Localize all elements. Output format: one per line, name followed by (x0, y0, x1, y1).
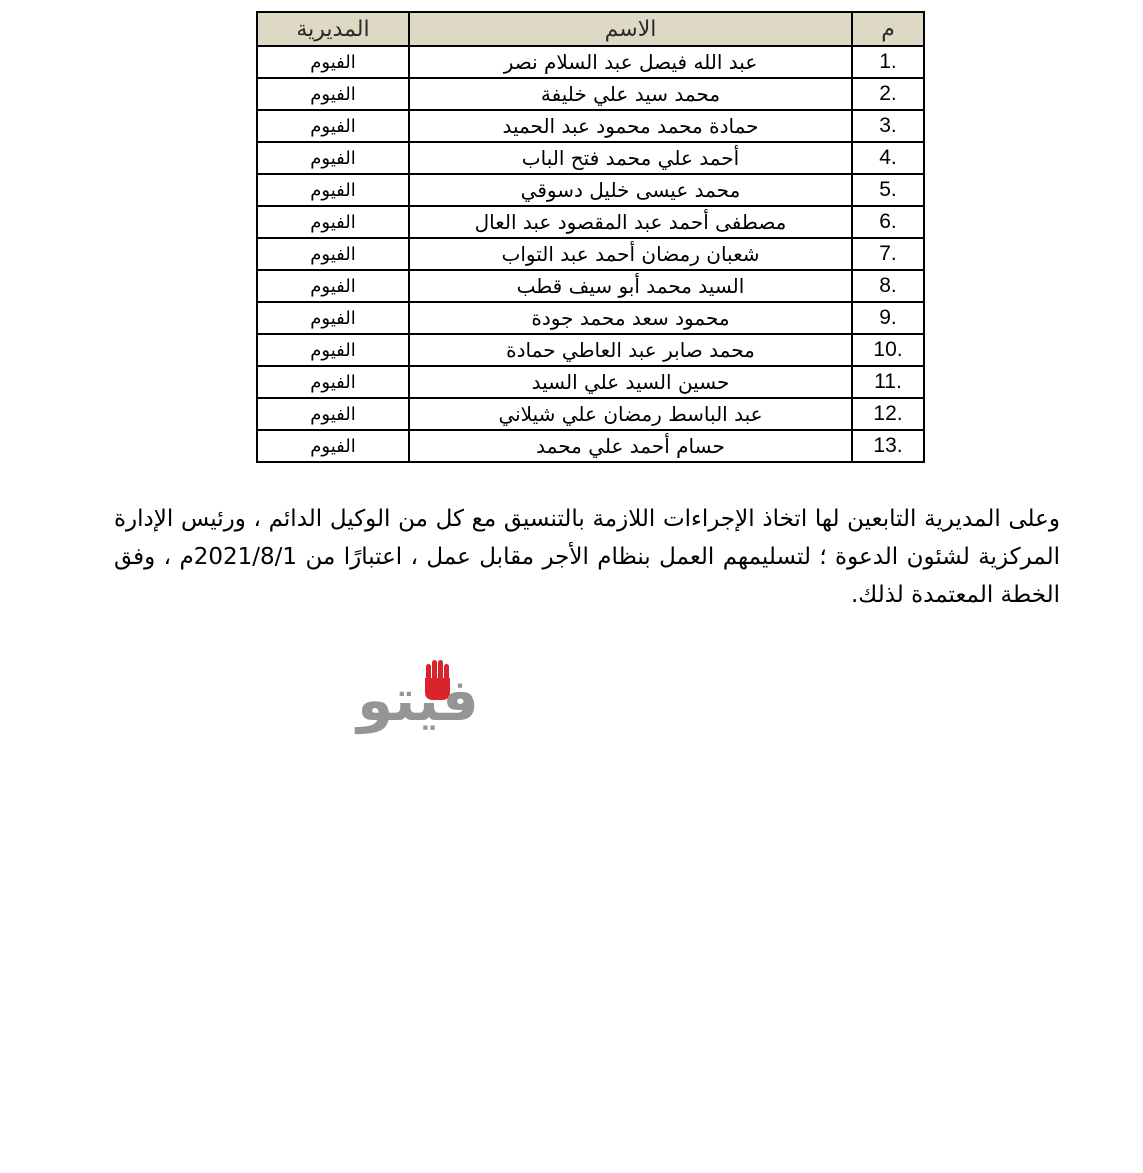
row-number: 13. (852, 430, 924, 462)
row-name: حسام أحمد علي محمد (409, 430, 852, 462)
row-number: 4. (852, 142, 924, 174)
row-number: 10. (852, 334, 924, 366)
table-row (257, 46, 924, 78)
row-name: محمد سيد علي خليفة (409, 78, 852, 110)
table-row (257, 334, 924, 366)
row-name: أحمد علي محمد فتح الباب (409, 142, 852, 174)
row-directorate: الفيوم (257, 110, 409, 142)
row-number: 8. (852, 270, 924, 302)
body-paragraph: وعلى المديرية التابعين لها اتخاذ الإجراءات اللازمة بالتنسيق مع كل من الوكيل الدائم ، ورئيس الإدارة المركزية لشئون الدعوة ؛ لتسليمهم العمل بنظام الأجر مقابل عمل ، اعتبارًا من 2021/8/1م ، وفق الخطة المعتمدة لذلك. (114, 506, 1060, 608)
row-name: عبد الله فيصل عبد السلام نصر (409, 46, 852, 78)
table-row (257, 302, 924, 334)
table-body (257, 46, 924, 462)
table-row (257, 174, 924, 206)
header-name: الاسم (409, 12, 852, 46)
table-row (257, 366, 924, 398)
row-directorate: الفيوم (257, 78, 409, 110)
row-directorate: الفيوم (257, 334, 409, 366)
row-name: حسين السيد علي السيد (409, 366, 852, 398)
row-directorate: الفيوم (257, 398, 409, 430)
row-number: 2. (852, 78, 924, 110)
table-row (257, 142, 924, 174)
row-directorate: الفيوم (257, 46, 409, 78)
header-number: م (852, 12, 924, 46)
row-directorate: الفيوم (257, 174, 409, 206)
vito-logo-watermark (338, 648, 498, 738)
table-row (257, 206, 924, 238)
appointees-table (256, 11, 925, 463)
table-row (257, 270, 924, 302)
table-row (257, 110, 924, 142)
row-number: 6. (852, 206, 924, 238)
row-directorate: الفيوم (257, 142, 409, 174)
row-name: شعبان رمضان أحمد عبد التواب (409, 238, 852, 270)
row-number: 1. (852, 46, 924, 78)
row-directorate: الفيوم (257, 206, 409, 238)
vito-logo-text: فيتو (357, 666, 479, 734)
header-directorate: المديرية (257, 12, 409, 46)
row-number: 12. (852, 398, 924, 430)
row-name: السيد محمد أبو سيف قطب (409, 270, 852, 302)
row-directorate: الفيوم (257, 302, 409, 334)
row-number: 5. (852, 174, 924, 206)
row-name: محمد عيسى خليل دسوقي (409, 174, 852, 206)
table-row (257, 78, 924, 110)
row-directorate: الفيوم (257, 270, 409, 302)
row-name: محمود سعد محمد جودة (409, 302, 852, 334)
row-name: محمد صابر عبد العاطي حمادة (409, 334, 852, 366)
row-number: 9. (852, 302, 924, 334)
table-header-row (257, 12, 924, 46)
row-number: 11. (852, 366, 924, 398)
table-row (257, 430, 924, 462)
row-name: مصطفى أحمد عبد المقصود عبد العال (409, 206, 852, 238)
row-name: عبد الباسط رمضان علي شيلاني (409, 398, 852, 430)
table-row (257, 238, 924, 270)
row-number: 7. (852, 238, 924, 270)
row-directorate: الفيوم (257, 430, 409, 462)
row-directorate: الفيوم (257, 366, 409, 398)
table-row (257, 398, 924, 430)
row-number: 3. (852, 110, 924, 142)
row-name: حمادة محمد محمود عبد الحميد (409, 110, 852, 142)
row-directorate: الفيوم (257, 238, 409, 270)
